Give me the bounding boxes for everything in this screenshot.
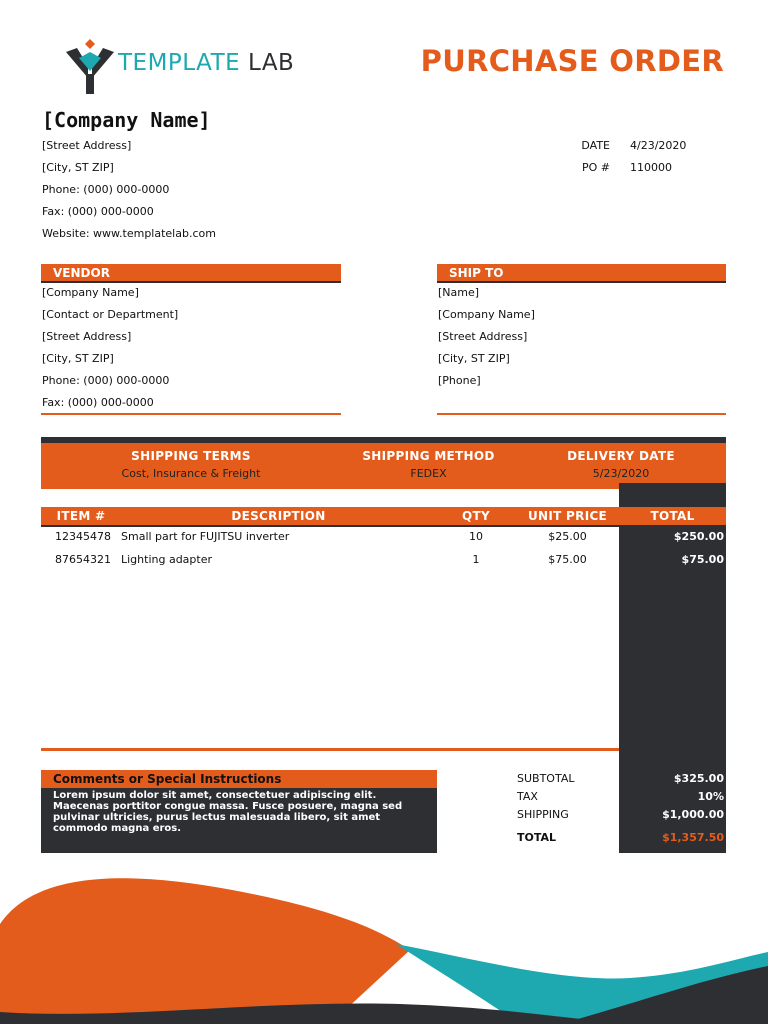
vendor-divider [41, 413, 341, 415]
company-name: [Company Name] [42, 108, 211, 132]
date-value: 4/23/2020 [630, 139, 687, 152]
shipping-method-value: FEDEX [410, 467, 447, 480]
shipping-info-section [41, 437, 726, 489]
orange-wave [0, 878, 410, 1024]
item-qty: 10 [469, 530, 483, 543]
po-label: PO # [581, 161, 610, 174]
items-table-bottom-rule [41, 748, 619, 751]
po-value: 110000 [630, 161, 672, 174]
item-number: 87654321 [55, 553, 111, 566]
delivery-date-value: 5/23/2020 [592, 467, 650, 480]
shipping-row [517, 806, 726, 824]
company-street: [Street Address] [42, 139, 132, 152]
ship-to-line: [Name] [438, 286, 480, 299]
comments-body: Lorem ipsum dolor sit amet, consectetuer adipiscing elit. Maecenas porttitor congue massa. Fusce posuere, magna sed pulvinar ultricies, purus lectus malesuada libero, sit amet commodo magna eros. [41, 788, 437, 853]
po-row [560, 157, 686, 179]
date-label: DATE [581, 139, 610, 152]
ship-to-line: [Phone] [438, 374, 481, 387]
vendor-line: [City, ST ZIP] [42, 352, 114, 365]
templatelab-logo-icon [64, 38, 116, 94]
company-website: Website: www.templatelab.com [42, 227, 216, 240]
ship-to-header: SHIP TO [437, 264, 726, 283]
item-description: Small part for FUJITSU inverter [121, 530, 290, 543]
vendor-address-block [42, 282, 178, 414]
items-table-header [41, 507, 726, 527]
shipping-terms-value: Cost, Insurance & Freight [121, 467, 261, 480]
item-number: 12345478 [55, 530, 111, 543]
table-row [41, 526, 726, 548]
company-city: [City, ST ZIP] [42, 161, 114, 174]
logo-wordmark [118, 50, 294, 76]
subtotal-value: $325.00 [673, 772, 724, 785]
ship-to-line: [Street Address] [438, 330, 528, 343]
vendor-line: [Street Address] [42, 330, 132, 343]
ship-to-address-block [438, 282, 535, 392]
vendor-line: Fax: (000) 000-0000 [42, 396, 154, 409]
item-unit-price: $75.00 [548, 553, 587, 566]
ship-to-divider [437, 413, 726, 415]
order-meta [560, 135, 686, 179]
ship-to-line: [Company Name] [438, 308, 535, 321]
grand-total-label: TOTAL [517, 831, 557, 844]
templatelab-logo [64, 38, 304, 96]
shipping-method-label: SHIPPING METHOD [362, 449, 495, 463]
grand-total-row [517, 829, 726, 847]
vendor-header: VENDOR [41, 264, 341, 283]
tax-value: 10% [697, 790, 724, 803]
company-phone: Phone: (000) 000-0000 [42, 183, 170, 196]
item-total: $75.00 [681, 553, 724, 566]
company-fax: Fax: (000) 000-0000 [42, 205, 154, 218]
col-header-unit-price: UNIT PRICE [527, 509, 608, 523]
date-row [560, 135, 686, 157]
company-address-block [42, 135, 216, 245]
item-description: Lighting adapter [121, 553, 213, 566]
comments-header: Comments or Special Instructions [41, 770, 437, 788]
shipping-terms-label: SHIPPING TERMS [131, 449, 251, 463]
grand-total-value: $1,357.50 [662, 831, 724, 844]
vendor-line: [Company Name] [42, 286, 139, 299]
tax-label: TAX [517, 790, 538, 803]
delivery-date-label: DELIVERY DATE [567, 449, 675, 463]
shipping-cost-label: SHIPPING [517, 808, 569, 821]
subtotal-label: SUBTOTAL [517, 772, 575, 785]
ship-to-line: [City, ST ZIP] [438, 352, 510, 365]
item-qty: 1 [472, 553, 480, 566]
tax-row [517, 788, 726, 806]
logo-text-template: TEMPLATE [118, 50, 248, 76]
table-row [41, 549, 726, 571]
subtotal-row [517, 770, 726, 788]
item-total: $250.00 [673, 530, 724, 543]
col-header-item: ITEM # [56, 509, 106, 523]
totals-block [517, 770, 726, 847]
decorative-waves [0, 870, 768, 1024]
col-header-total: TOTAL [650, 509, 695, 523]
col-header-description: DESCRIPTION [231, 509, 326, 523]
col-header-qty: QTY [462, 509, 490, 523]
delivery-date [536, 449, 706, 484]
shipping-terms [81, 449, 301, 484]
vendor-line: [Contact or Department] [42, 308, 179, 321]
page-title: PURCHASE ORDER [420, 44, 724, 78]
shipping-cost-value: $1,000.00 [662, 808, 724, 821]
item-unit-price: $25.00 [548, 530, 587, 543]
shipping-method [331, 449, 526, 484]
vendor-line: Phone: (000) 000-0000 [42, 374, 170, 387]
logo-text-lab: LAB [247, 50, 295, 76]
